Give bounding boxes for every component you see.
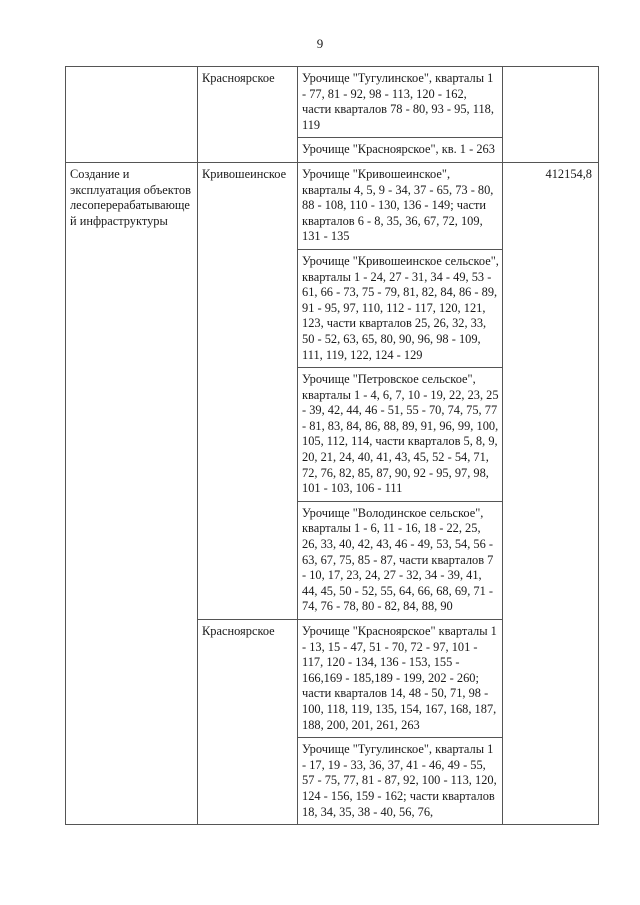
district-cell: Красноярское [198, 67, 298, 163]
district-cell: Кривошеинское [198, 162, 298, 619]
purpose-cell: Создание и эксплуатация объектов лесоперерабатывающе й инфраструктуры [66, 162, 198, 824]
area-cell: Урочище "Володинское сельское", кварталы 1 - 6, 11 - 16, 18 - 22, 25, 26, 33, 40, 42, 43, 46 - 49, 53, 54, 56 - 63, 67, 75, 85 - 87, части кварталов 7 - 10, 17, 23, 24, 27 - 32, 34 - 39, 41, 44, 45, 50 - 52, 55, 64, 66, 68, 69, 71 - 74, 76 - 78, 80 - 82, 84, 88, 90 [298, 501, 503, 619]
area-cell: Урочище "Красноярское", кв. 1 - 263 [298, 138, 503, 163]
area-cell: Урочище "Тугулинское", кварталы 1 - 17, 19 - 33, 36, 37, 41 - 46, 49 - 55, 57 - 75, 77, 81 - 87, 92, 100 - 113, 120, 124 - 156, 159 - 162; части кварталов 18, 34, 35, 38 - 40, 56, 76, [298, 738, 503, 825]
table-row [66, 67, 599, 138]
page-number: 9 [316, 36, 324, 51]
purpose-cell [66, 67, 198, 163]
area-cell: Урочище "Кривошеинское", кварталы 4, 5, 9 - 34, 37 - 65, 73 - 80, 88 - 108, 110 - 130, 136 - 149; части кварталов 6 - 8, 35, 36, 67, 72, 109, 131 - 135 [298, 162, 503, 249]
area-cell: Урочище "Тугулинское", кварталы 1 - 77, 81 - 92, 98 - 113, 120 - 162, части кварталов 78 - 80, 93 - 95, 118, 119 [298, 67, 503, 138]
area-cell: Урочище "Кривошеинское сельское", кварталы 1 - 24, 27 - 31, 34 - 49, 53 - 61, 66 - 73, 75 - 79, 81, 82, 84, 86 - 89, 91 - 95, 97, 110, 112 - 117, 120, 121, 123, части кварталов 25, 26, 32, 33, 50 - 52, 63, 65, 80, 90, 96, 98 - 109, 111, 119, 122, 124 - 129 [298, 249, 503, 367]
forest-areas-table [65, 66, 599, 825]
area-cell: Урочище "Петровское сельское", кварталы 1 - 4, 6, 7, 10 - 19, 22, 23, 25 - 39, 42, 44, 46 - 51, 55 - 70, 74, 75, 77 - 81, 83, 84, 86, 88, 89, 91, 96, 99, 100, 105, 112, 114, части кварталов 5, 8, 9, 20, 21, 24, 40, 41, 43, 45, 52 - 54, 71, 72, 76, 82, 85, 87, 90, 92 - 95, 97, 98, 101 - 103, 106 - 111 [298, 368, 503, 502]
district-cell: Красноярское [198, 620, 298, 825]
area-cell: Урочище "Красноярское" кварталы 1 - 13, 15 - 47, 51 - 70, 72 - 97, 101 - 117, 120 - 134, 136 - 153, 155 - 166,169 - 185,189 - 199, 202 - 260; части кварталов 14, 48 - 50, 71, 98 - 100, 118, 119, 135, 154, 167, 168, 187, 188, 200, 201, 261, 263 [298, 620, 503, 738]
volume-cell: 412154,8 [503, 162, 599, 824]
table-row [66, 162, 599, 249]
volume-cell [503, 67, 599, 163]
